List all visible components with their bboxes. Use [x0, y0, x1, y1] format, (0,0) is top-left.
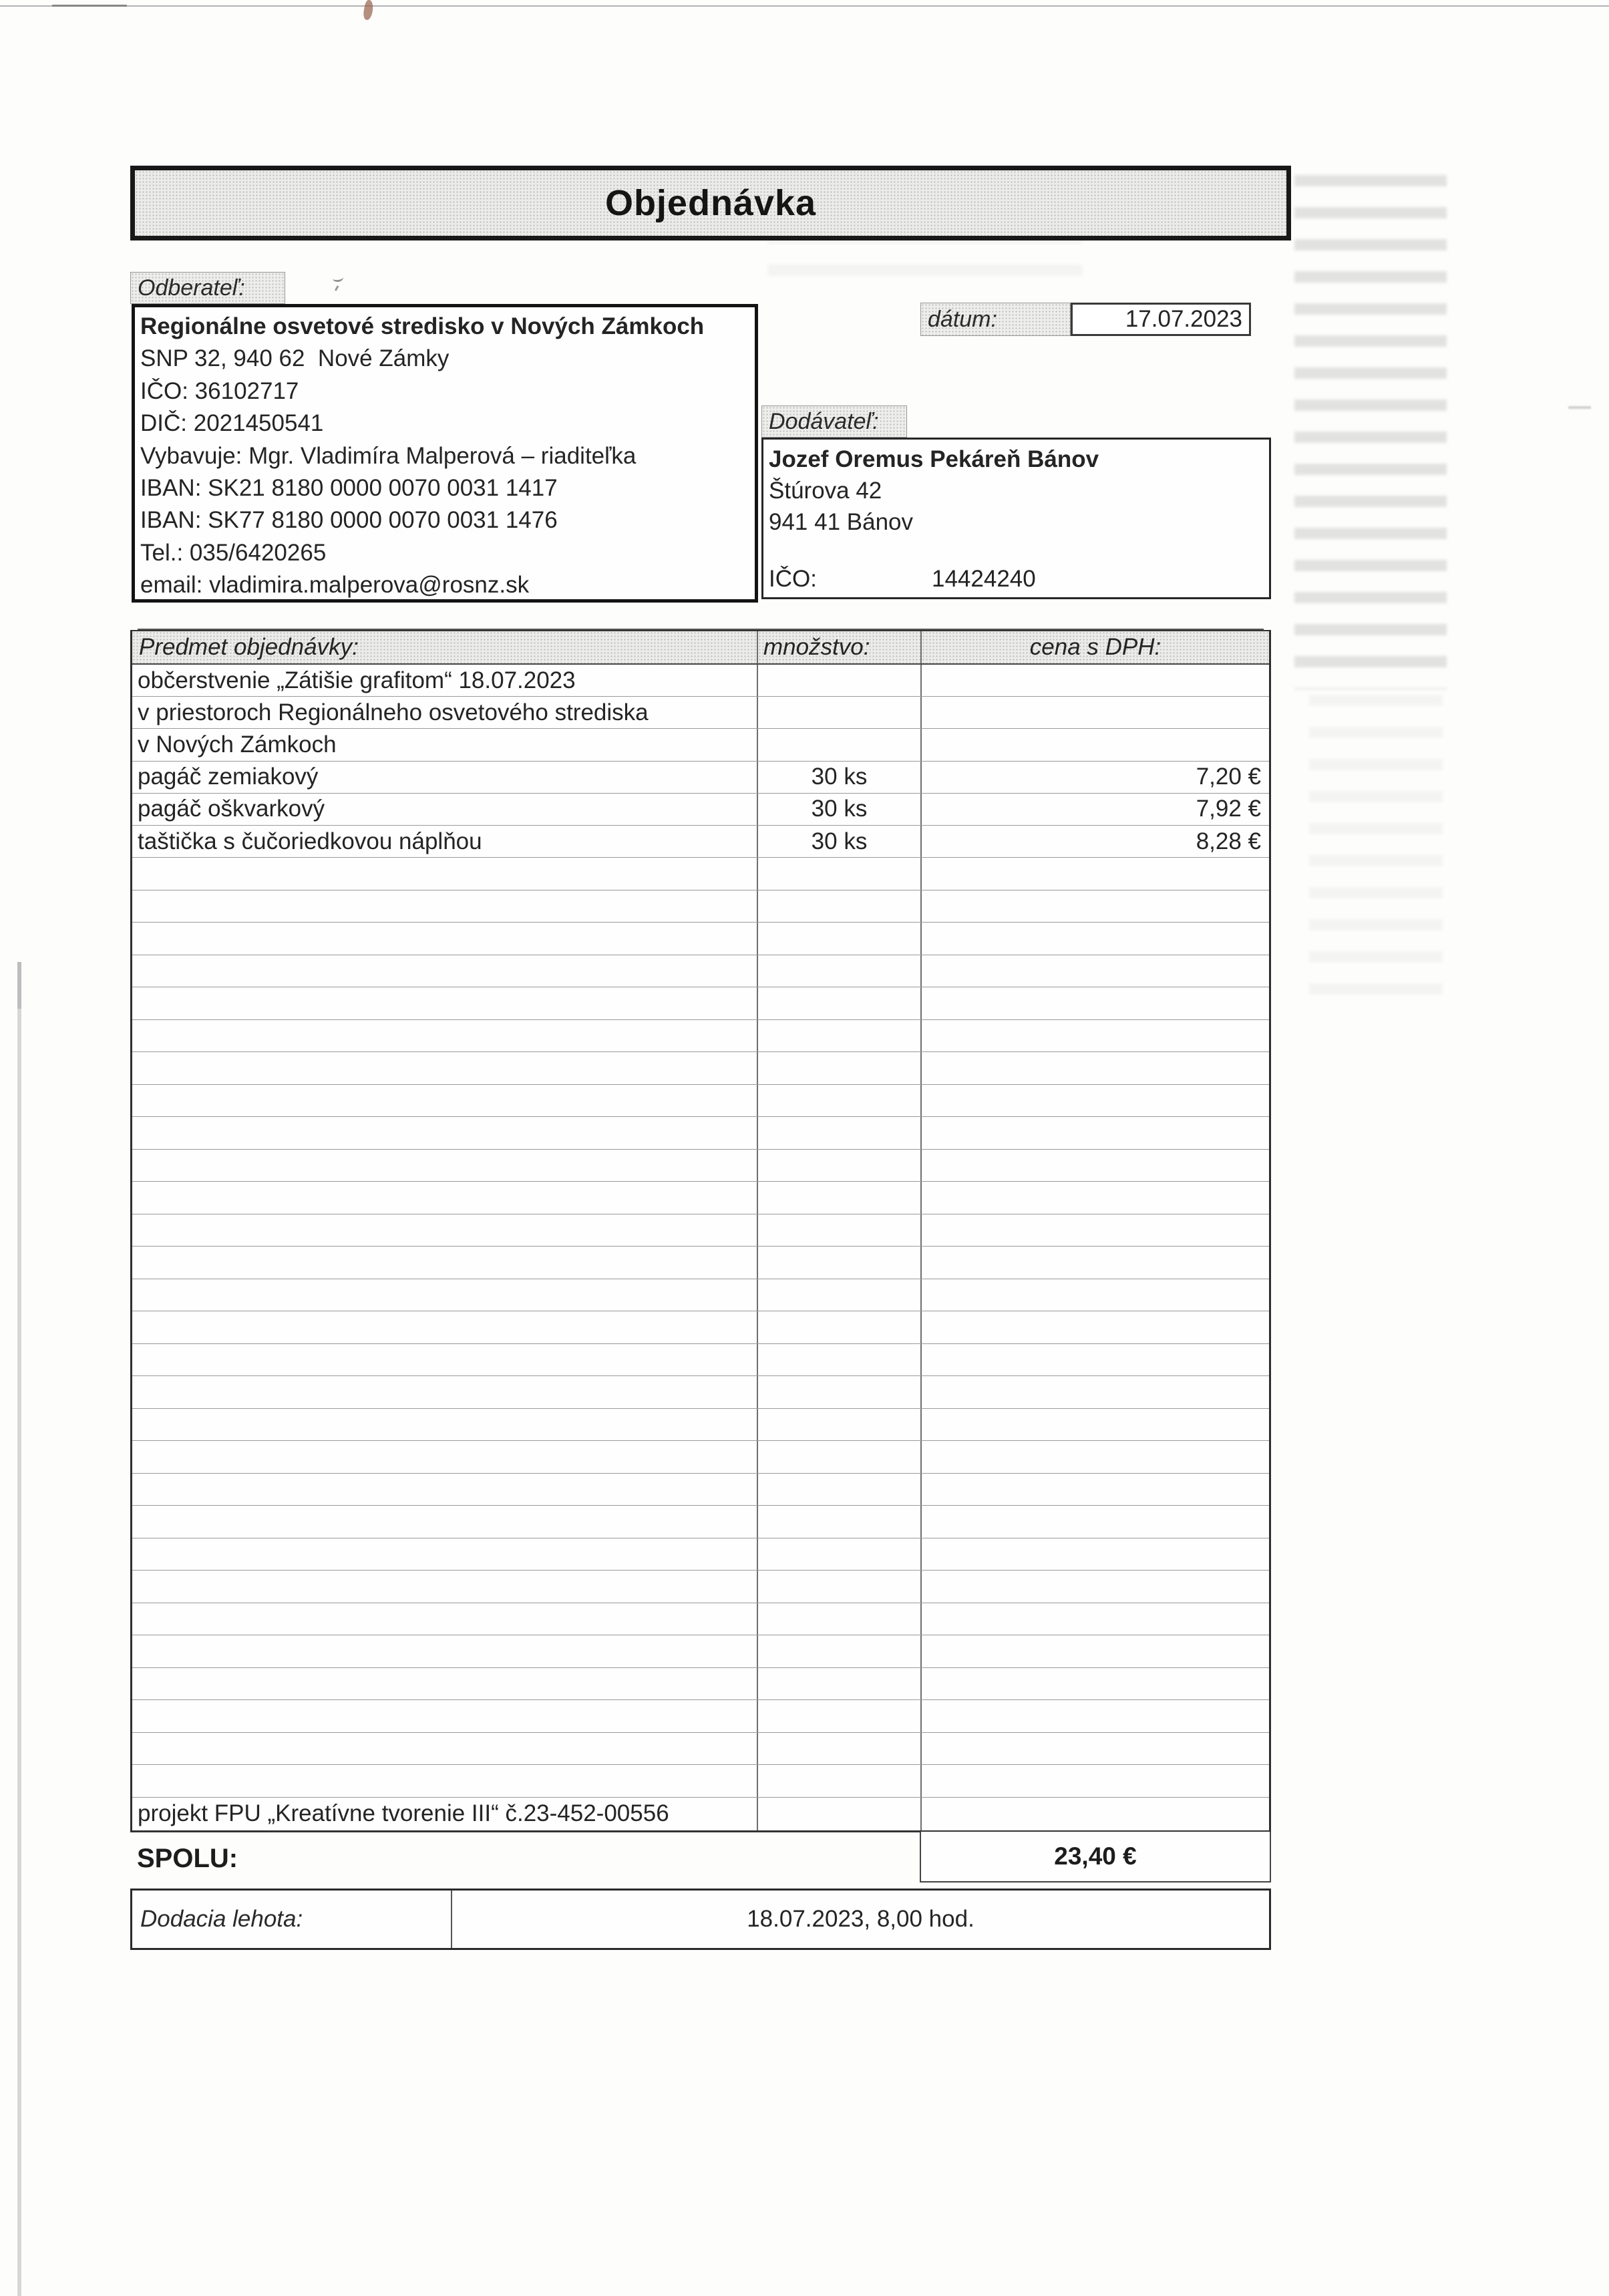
table-cell-c3	[922, 1214, 1269, 1247]
table-cell-c3	[922, 1311, 1269, 1343]
table-cell-c3	[922, 1668, 1269, 1700]
scan-artifact-top-line	[0, 5, 1609, 7]
column-header-quantity: množstvo:	[758, 631, 922, 663]
table-cell-c3	[922, 1020, 1269, 1052]
table-cell-c3	[922, 1344, 1269, 1376]
table-cell-c3	[922, 1441, 1269, 1473]
table-cell-c2: 30 ks	[758, 794, 922, 825]
document-title: Objednávka	[604, 183, 817, 223]
scan-artifact-top-line-dark	[52, 5, 127, 7]
customer-phone: Tel.: 035/6420265	[140, 539, 327, 566]
empty-table-row	[132, 1506, 1269, 1538]
empty-table-row	[132, 1441, 1269, 1474]
empty-table-row	[132, 1344, 1269, 1377]
empty-table-row	[132, 1085, 1269, 1118]
customer-name: Regionálne osvetové stredisko v Nových Zámkoch	[140, 313, 705, 339]
column-header-price: cena s DPH:	[922, 631, 1269, 663]
table-cell-c1: pagáč oškvarkový	[132, 794, 758, 825]
table-cell-c3	[922, 987, 1269, 1019]
table-cell-c1: v priestoroch Regionálneho osvetového strediska	[132, 697, 758, 728]
table-cell-c1	[132, 1409, 758, 1441]
table-cell-c3	[922, 1474, 1269, 1506]
table-cell-c1	[132, 1311, 758, 1343]
customer-dic: DIČ: 2021450541	[140, 410, 324, 437]
table-cell-c2	[758, 1668, 922, 1700]
empty-table-row	[132, 1668, 1269, 1701]
table-cell-c1: projekt FPU „Kreatívne tvorenie III“ č.23-452-00556	[132, 1798, 758, 1830]
table-cell-c3	[922, 1279, 1269, 1311]
table-cell-c2	[758, 1279, 922, 1311]
table-cell-c3: 8,28 €	[1196, 828, 1261, 854]
project-table-row	[132, 1798, 1269, 1832]
table-cell-c1: pagáč zemiakový	[132, 762, 758, 793]
table-cell-c2	[758, 1150, 922, 1182]
table-cell-c2	[758, 1571, 922, 1603]
supplier-ico-label: IČO:	[769, 566, 817, 592]
table-cell-c2	[758, 1635, 922, 1667]
table-header-row	[132, 630, 1269, 665]
table-cell-c1	[132, 1765, 758, 1797]
table-cell-c1	[132, 1733, 758, 1765]
table-cell-c3	[922, 923, 1269, 955]
table-cell-c1	[132, 1085, 758, 1117]
table-cell-c2	[758, 1311, 922, 1343]
scan-artifact-stain	[362, 0, 374, 21]
customer-iban-1: IBAN: SK21 8180 0000 0070 0031 1417	[140, 475, 558, 502]
supplier-section-label: Dodávateľ:	[761, 405, 907, 438]
empty-table-row	[132, 1279, 1269, 1312]
table-cell-c3: 7,20 €	[1196, 764, 1261, 790]
scan-bleedthrough-text	[1294, 175, 1447, 689]
empty-table-row	[132, 1214, 1269, 1247]
total-label: SPOLU:	[137, 1844, 238, 1873]
table-cell-c3	[922, 1765, 1269, 1797]
table-cell-c1	[132, 1117, 758, 1149]
table-cell-c2	[758, 1376, 922, 1408]
empty-table-row	[132, 1052, 1269, 1085]
table-cell-c3	[922, 1182, 1269, 1214]
table-cell-c1: občerstvenie „Zátišie grafitom“ 18.07.2023	[132, 665, 758, 696]
table-cell-c3	[922, 665, 1269, 696]
table-cell-c3	[922, 1571, 1269, 1603]
table-cell-c2	[758, 987, 922, 1019]
empty-table-row	[132, 987, 1269, 1020]
empty-table-row	[132, 1182, 1269, 1214]
table-cell-c1	[132, 1150, 758, 1182]
customer-section-label: Odberateľ:	[130, 272, 285, 304]
table-cell-c1: taštička s čučoriedkovou náplňou	[132, 826, 758, 857]
table-cell-c3	[922, 1798, 1269, 1830]
table-cell-c3	[922, 1700, 1269, 1732]
table-cell-c1	[132, 1700, 758, 1732]
empty-table-row	[132, 1603, 1269, 1636]
table-cell-c2: 30 ks	[758, 762, 922, 793]
table-row	[132, 794, 1269, 826]
table-cell-c2: 30 ks	[758, 826, 922, 857]
customer-ico: IČO: 36102717	[140, 377, 299, 404]
table-row	[132, 665, 1269, 697]
table-cell-c2	[758, 1733, 922, 1765]
table-cell-c2	[758, 923, 922, 955]
empty-table-row	[132, 1765, 1269, 1798]
scan-artifact-left-strip	[17, 962, 21, 2296]
empty-table-row	[132, 890, 1269, 923]
table-cell-c2	[758, 1798, 922, 1830]
table-cell-c3	[922, 1635, 1269, 1667]
date-label: dátum:	[920, 303, 1071, 336]
table-cell-c1	[132, 1506, 758, 1538]
table-cell-c1	[132, 1052, 758, 1084]
empty-table-row	[132, 1700, 1269, 1733]
table-cell-c2	[758, 890, 922, 923]
empty-table-row	[132, 1117, 1269, 1150]
table-cell-c3	[922, 1117, 1269, 1149]
table-cell-c1	[132, 1571, 758, 1603]
empty-table-row	[132, 1311, 1269, 1344]
supplier-street: Štúrova 42	[769, 478, 882, 504]
empty-table-row	[132, 1020, 1269, 1053]
table-cell-c2	[758, 1506, 922, 1538]
table-cell-c2	[758, 665, 922, 696]
delivery-label: Dodacia lehota:	[132, 1891, 452, 1948]
table-cell-c3	[922, 1052, 1269, 1084]
order-items-table	[130, 630, 1271, 1832]
empty-table-row	[132, 1247, 1269, 1279]
table-cell-c1	[132, 1603, 758, 1635]
table-cell-c3	[922, 858, 1269, 890]
table-cell-c3	[922, 1247, 1269, 1279]
supplier-name: Jozef Oremus Pekáreň Bánov	[769, 446, 1099, 472]
table-cell-c1: v Nových Zámkoch	[132, 729, 758, 760]
empty-table-row	[132, 1150, 1269, 1182]
scan-bleedthrough-text	[1309, 695, 1443, 1009]
empty-table-row	[132, 955, 1269, 988]
table-cell-c1	[132, 858, 758, 890]
table-row	[132, 826, 1269, 858]
table-cell-c1	[132, 1668, 758, 1700]
empty-table-row	[132, 923, 1269, 955]
table-cell-c2	[758, 955, 922, 987]
empty-table-row	[132, 1571, 1269, 1603]
table-cell-c2	[758, 1344, 922, 1376]
scan-artifact-squiggle	[332, 273, 344, 283]
table-cell-c2	[758, 858, 922, 890]
delivery-value-cell	[452, 1891, 1269, 1948]
table-cell-c3	[922, 890, 1269, 923]
table-cell-c2	[758, 1538, 922, 1571]
customer-contact-person: Vybavuje: Mgr. Vladimíra Malperová – riaditeľka	[140, 442, 637, 469]
table-cell-c1	[132, 1538, 758, 1571]
supplier-details-box	[761, 438, 1271, 599]
table-cell-c2	[758, 1085, 922, 1117]
delivery-value: 18.07.2023, 8,00 hod.	[747, 1906, 974, 1932]
empty-table-row	[132, 1474, 1269, 1506]
table-body	[132, 665, 1269, 1832]
table-cell-c3: 7,92 €	[1196, 796, 1261, 822]
empty-table-row	[132, 1376, 1269, 1409]
supplier-ico-line	[769, 563, 1269, 595]
table-cell-c1	[132, 1635, 758, 1667]
empty-table-row	[132, 1635, 1269, 1668]
table-cell-c2	[758, 1765, 922, 1797]
total-value-cell	[920, 1832, 1271, 1882]
table-cell-c1	[132, 1474, 758, 1506]
table-cell-c3	[922, 1085, 1269, 1117]
scan-artifact-squiggle	[335, 285, 345, 294]
date-value: 17.07.2023	[1071, 303, 1251, 336]
empty-table-row	[132, 858, 1269, 890]
table-cell-c3	[922, 1409, 1269, 1441]
table-cell-c1	[132, 1441, 758, 1473]
table-cell-c3	[922, 1603, 1269, 1635]
table-cell-c3	[922, 1376, 1269, 1408]
table-cell-c3	[922, 955, 1269, 987]
total-value: 23,40 €	[1054, 1842, 1137, 1870]
table-cell-c1	[132, 987, 758, 1019]
customer-address: SNP 32, 940 62 Nové Zámky	[140, 345, 450, 372]
empty-table-row	[132, 1409, 1269, 1442]
customer-iban-2: IBAN: SK77 8180 0000 0070 0031 1476	[140, 507, 558, 534]
table-cell-c1	[132, 890, 758, 923]
supplier-ico-value: 14424240	[932, 566, 1036, 592]
table-cell-c2	[758, 1700, 922, 1732]
document-title-bar	[130, 166, 1291, 240]
table-cell-c2	[758, 1052, 922, 1084]
empty-table-row	[132, 1538, 1269, 1571]
supplier-city: 941 41 Bánov	[769, 509, 914, 535]
table-row	[132, 697, 1269, 729]
table-cell-c3	[922, 1733, 1269, 1765]
table-cell-c1	[132, 1376, 758, 1408]
scan-artifact-left-strip-dark	[17, 962, 21, 1009]
column-header-item: Predmet objednávky:	[132, 631, 758, 663]
customer-email: email: vladimira.malperova@rosnz.sk	[140, 572, 530, 599]
table-cell-c1	[132, 1020, 758, 1052]
table-cell-c2	[758, 1441, 922, 1473]
table-cell-c2	[758, 697, 922, 728]
delivery-row	[130, 1889, 1271, 1950]
table-cell-c2	[758, 1603, 922, 1635]
table-cell-c3	[922, 1150, 1269, 1182]
table-cell-c3	[922, 729, 1269, 760]
table-cell-c1	[132, 955, 758, 987]
table-cell-c1	[132, 1344, 758, 1376]
table-row	[132, 729, 1269, 761]
table-cell-c1	[132, 1182, 758, 1214]
table-cell-c3	[922, 1506, 1269, 1538]
scan-artifact-dash	[1568, 406, 1591, 409]
table-cell-c2	[758, 1020, 922, 1052]
table-cell-c2	[758, 1117, 922, 1149]
table-cell-c3	[922, 1538, 1269, 1571]
table-cell-c1	[132, 1247, 758, 1279]
empty-table-row	[132, 1733, 1269, 1766]
table-cell-c2	[758, 1409, 922, 1441]
table-cell-c2	[758, 729, 922, 760]
table-cell-c1	[132, 1279, 758, 1311]
table-cell-c2	[758, 1214, 922, 1247]
table-row	[132, 762, 1269, 794]
table-cell-c1	[132, 1214, 758, 1247]
table-cell-c2	[758, 1247, 922, 1279]
table-cell-c3	[922, 697, 1269, 728]
table-cell-c2	[758, 1474, 922, 1506]
customer-details-box	[132, 304, 758, 603]
table-cell-c1	[132, 923, 758, 955]
table-cell-c2	[758, 1182, 922, 1214]
